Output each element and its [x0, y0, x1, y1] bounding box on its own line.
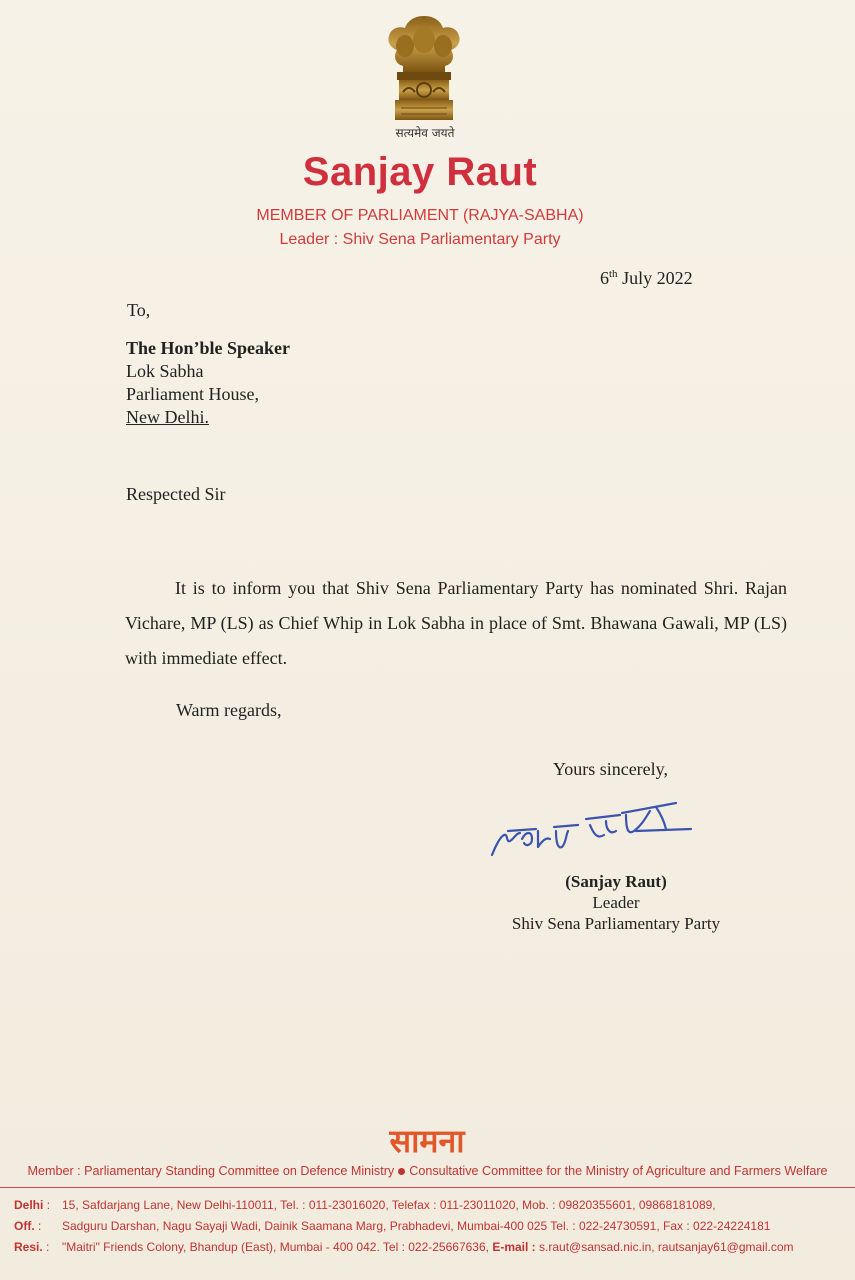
footer-value: "Maitri" Friends Colony, Bhandup (East), Mumbai - 400 042. Tel : 022-25667636,: [62, 1240, 489, 1254]
recipient-line: Lok Sabha: [126, 361, 204, 381]
signatory-name: (Sanjay Raut): [565, 872, 667, 891]
committee-left: Member : Parliamentary Standing Committee on Defence Ministry: [27, 1164, 395, 1178]
letter-date: [600, 268, 693, 289]
footer-key: Resi.: [14, 1240, 43, 1254]
signatory-org: Shiv Sena Parliamentary Party: [511, 914, 721, 933]
samana-logo: [345, 1118, 510, 1160]
letterhead-name: Sanjay Raut: [302, 150, 538, 194]
committee-right: Consultative Committee for the Ministry of Agriculture and Farmers Welfare: [409, 1164, 828, 1178]
committee-line: [0, 1164, 855, 1178]
letterhead-leader-line: Leader : Shiv Sena Parliamentary Party: [279, 231, 561, 248]
footer-residence-line: Resi. : "Maitri" Friends Colony, Bhandup (East), Mumbai - 400 042. Tel : 022-25667636, E-mail : s.raut@sansad.nic.in, rautsanjay61@gmail.com: [14, 1240, 794, 1254]
letter-body: It is to inform you that Shiv Sena Parliamentary Party has nominated Shri. Rajan Vichare, MP (LS) as Chief Whip in Lok Sabha in place of Smt. Bhawana Gawali, MP (LS) with immediate effect.: [125, 578, 787, 668]
footer-value: 15, Safdarjang Lane, New Delhi-110011, Tel. : 011-23016020, Telefax : 011-23011020, Mob. : 09820355601, 09868181089,: [62, 1198, 716, 1212]
footer-office-line: Off. : Sadguru Darshan, Nagu Sayaji Wadi, Dainik Saamana Marg, Prabhadevi, Mumbai-400 025 Tel. : 022-24730591, Fax : 022-24224181: [14, 1219, 771, 1233]
signatory-role: Leader: [592, 893, 640, 912]
salutation: Respected Sir: [126, 484, 226, 504]
footer-value: Sadguru Darshan, Nagu Sayaji Wadi, Dainik Saamana Marg, Prabhadevi, Mumbai-400 025 Tel. : 022-24730591, Fax : 022-24224181: [62, 1219, 771, 1233]
email-value: s.raut@sansad.nic.in, rautsanjay61@gmail.com: [539, 1240, 794, 1254]
samana-logo-text: सामना: [389, 1122, 465, 1160]
footer-addresses: [14, 1195, 844, 1258]
closing: Yours sincerely,: [553, 759, 668, 779]
emblem-motto: सत्यमेव जयते: [395, 126, 455, 140]
footer-key: Off.: [14, 1219, 35, 1233]
recipient-city: New Delhi.: [126, 407, 209, 427]
email-label: E-mail :: [492, 1240, 536, 1254]
to-label: To,: [127, 300, 151, 320]
signatory-block: [500, 871, 732, 934]
recipient-line: Parliament House,: [126, 384, 259, 404]
regards: Warm regards,: [176, 700, 282, 720]
bullet-dot-icon: [398, 1168, 405, 1175]
footer-key: Delhi: [14, 1198, 44, 1212]
footer-divider: [0, 1187, 855, 1188]
recipient-address: [126, 337, 290, 429]
date-day: 6: [600, 268, 609, 288]
date-suffix: th: [609, 268, 618, 280]
recipient-title: The Hon’ble Speaker: [126, 338, 291, 358]
footer-delhi-line: Delhi : 15, Safdarjang Lane, New Delhi-110011, Tel. : 011-23016020, Telefax : 011-23011020, Mob. : 09820355601, 09868181089,: [14, 1198, 716, 1212]
national-emblem-icon: [383, 12, 465, 124]
letterhead-designation: MEMBER OF PARLIAMENT (RAJYA-SABHA): [256, 207, 584, 224]
handwritten-signature: [486, 795, 696, 865]
date-month-year: July 2022: [617, 268, 693, 288]
